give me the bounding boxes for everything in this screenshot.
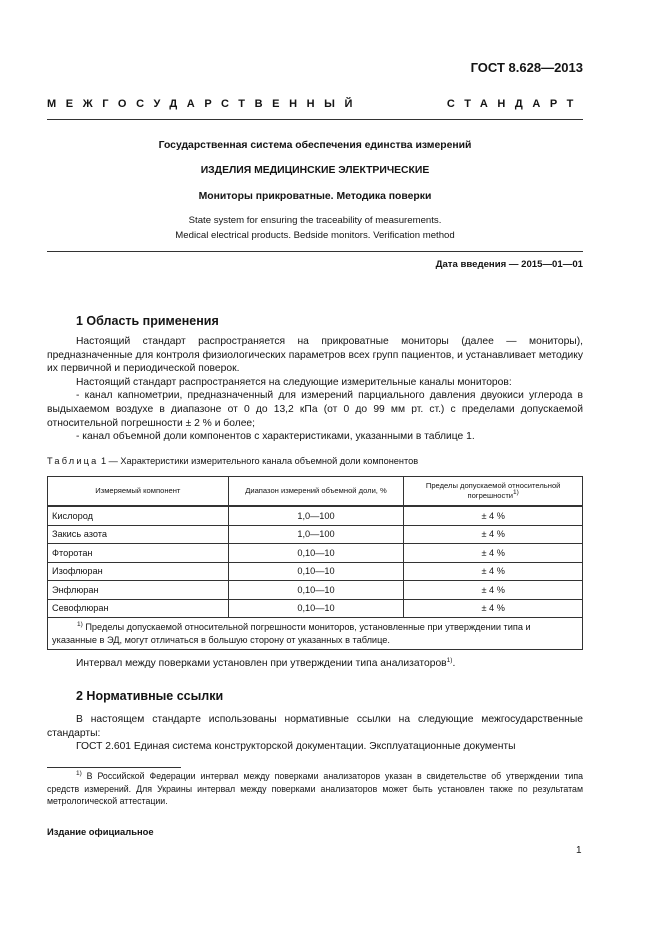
section1-paragraph: - канал капнометрии, предназначенный для измерений парциального давления двуокиси углерода в выдыхаемом воздухе в диапазоне от 0 до 13,2 кПа (от 0 до 99 мм рт. ст.) с пределами допускаемой относительной погрешности ± 2 % и более; (47, 390, 583, 429)
footnote-mark: 1) (76, 770, 82, 777)
table-note-text: Пределы допускаемой относительной погрешности мониторов, установленные при утверждении типа и указанные в ЭД, могут отличаться в большую сторону от указанных в таблице. (52, 622, 531, 645)
footnote (47, 770, 583, 808)
cell-error: ± 4 % (404, 599, 583, 618)
table-caption-text: 1 — Характеристики измерительного канала объемной доли компонентов (98, 456, 419, 466)
cell-error: ± 4 % (404, 544, 583, 563)
standard-number: ГОСТ 8.628—2013 (470, 60, 583, 75)
header-error: Пределы допускаемой относительной погрешности$^{1)}$ (404, 477, 583, 507)
cell-component: Энфлюран (48, 581, 229, 600)
section1-body (47, 335, 583, 444)
cell-component: Кислород (48, 506, 229, 525)
section1-heading: 1 Область применения (76, 314, 219, 328)
cell-error: ± 4 % (404, 525, 583, 544)
cell-component: Изофлюран (48, 562, 229, 581)
section2-reference: ГОСТ 2.601 Единая система конструкторской документации. Эксплуатационные документы (76, 741, 516, 753)
section2-paragraph: В настоящем стандарте использованы нормативные ссылки на следующие межгосударственные стандарты: (47, 714, 583, 739)
title-system: Государственная система обеспечения единства измерений (158, 140, 472, 151)
title-subtitle: Мониторы прикроватные. Методика поверки (198, 191, 432, 202)
verification-interval: Интервал между поверками установлен при утверждении типа анализаторов$^{1)}$. (76, 657, 456, 669)
footnote-text: В Российской Федерации интервал между поверками анализаторов указан в свидетельстве об утверждении типа средств измерений. Для Украины интервал между поверками анализаторов может быть установлен также по результатам метрологической аттестации. (47, 771, 583, 806)
introduction-date: Дата введения — 2015—01—01 (435, 259, 583, 270)
cell-component: Закись азота (48, 525, 229, 544)
title-rule (47, 251, 583, 252)
title-english-line1: State system for ensuring the traceability of measurements. (188, 215, 442, 226)
cell-error: ± 4 % (404, 562, 583, 581)
title-english (47, 214, 583, 243)
header-component: Измеряемый компонент (48, 477, 229, 507)
interval-footnote-mark: 1) (446, 657, 453, 664)
cell-range: 0,10—10 (228, 562, 404, 581)
section2-heading: 2 Нормативные ссылки (76, 689, 224, 703)
section1-paragraph: - канал объемной доли компонентов с характеристиками, указанными в таблице 1. (76, 431, 475, 443)
table-caption (47, 456, 418, 466)
header-range: Диапазон измерений объемной доли, % (228, 477, 404, 507)
cell-component: Севофлюран (48, 599, 229, 618)
title-product: ИЗДЕЛИЯ МЕДИЦИНСКИЕ ЭЛЕКТРИЧЕСКИЕ (200, 165, 430, 176)
cell-error: ± 4 % (404, 581, 583, 600)
table-row (48, 599, 583, 618)
table-row (48, 581, 583, 600)
title-english-line2: Medical electrical products. Bedside monitors. Verification method (175, 229, 455, 241)
section1-paragraph: Настоящий стандарт распространяется на прикроватные мониторы (далее — мониторы), предназначенные для контроля физиологических параметров всех групп пациентов, и устанавливает методику их первичной и периодической поверок. (47, 336, 583, 375)
page-number: 1 (576, 845, 582, 856)
cell-component: Фторотан (48, 544, 229, 563)
cell-range: 0,10—10 (228, 581, 404, 600)
banner-interstate: МЕЖГОСУДАРСТВЕННЫЙ (47, 98, 363, 110)
header-rule (47, 119, 583, 120)
cell-range: 0,10—10 (228, 544, 404, 563)
section1-paragraph: Настоящий стандарт распространяется на следующие измерительные каналы мониторов: (76, 376, 512, 388)
official-edition: Издание официальное (47, 826, 154, 837)
table-row (48, 506, 583, 525)
table-row (48, 544, 583, 563)
characteristics-table (47, 476, 583, 650)
note-footnote-mark: 1) (77, 621, 83, 628)
banner-standard: СТАНДАРТ (446, 98, 583, 110)
table-row (48, 525, 583, 544)
footnote-rule (47, 767, 181, 768)
header-footnote-mark: 1) (513, 489, 519, 496)
section2-body (47, 713, 583, 754)
cell-error: ± 4 % (404, 506, 583, 525)
table-header-row (48, 477, 583, 507)
cell-range: 1,0—100 (228, 506, 404, 525)
table-note (48, 618, 583, 650)
table-row (48, 562, 583, 581)
table-caption-label: Таблица (47, 456, 99, 466)
table-note-row (48, 618, 583, 650)
cell-range: 0,10—10 (228, 599, 404, 618)
cell-range: 1,0—100 (228, 525, 404, 544)
